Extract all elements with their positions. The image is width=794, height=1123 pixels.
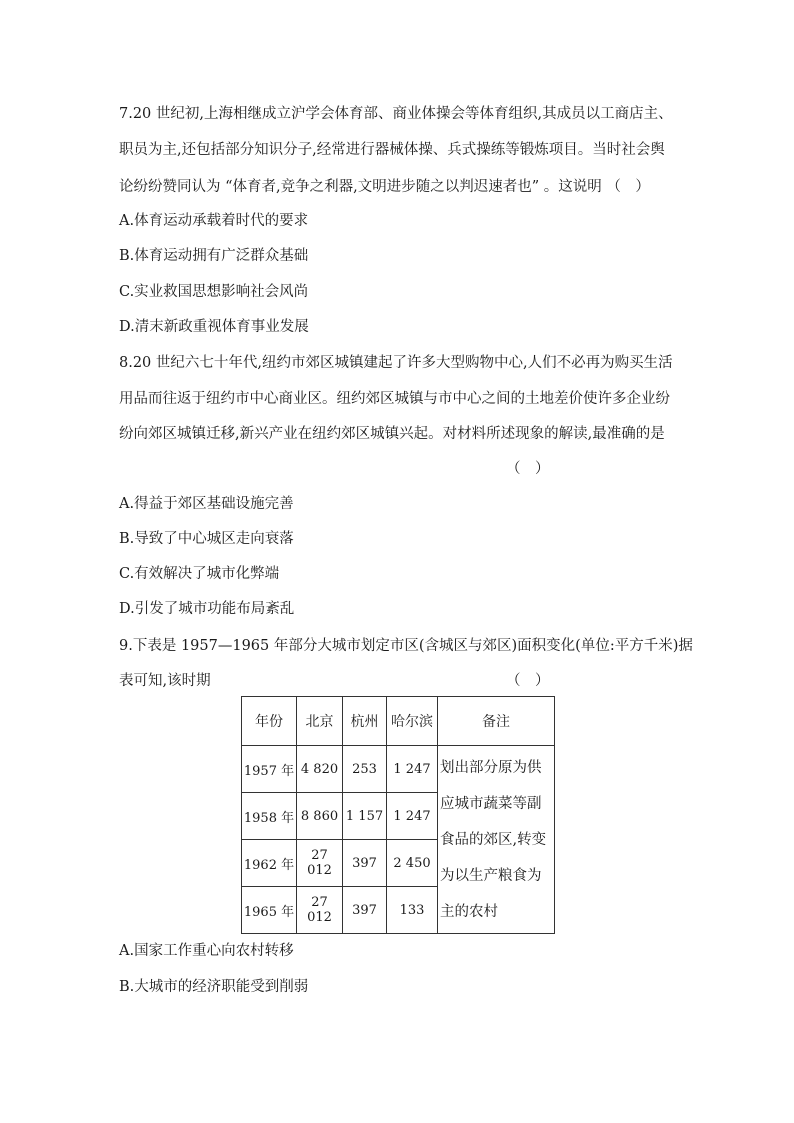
area-table <box>241 696 555 934</box>
cell-beijing: 4 820 <box>297 746 343 793</box>
cell-year: 1962 年 <box>242 840 297 887</box>
cell-hangzhou: 1 157 <box>343 793 387 840</box>
header-hangzhou: 杭州 <box>343 697 387 746</box>
q7-stem-line-3: 论纷纷赞同认为 “体育者,竞争之利器,文明进步随之以判迟速者也” 。这说明 （ ） <box>119 179 650 195</box>
q9-stem-line-2: 表可知,该时期 <box>119 673 211 689</box>
q8-option-b: B.导致了中心城区走向衰落 <box>119 531 294 547</box>
cell-harbin: 133 <box>387 887 438 934</box>
note-line: 食品的郊区,转变 <box>440 831 547 848</box>
q8-stem-line-1: 8.20 世纪六七十年代,纽约市郊区城镇建起了许多大型购物中心,人们不必再为购买生活 <box>119 355 673 371</box>
q7-stem-line-2: 职员为主,还包括部分知识分子,经常进行器械体操、兵式操练等锻炼项目。当时社会舆 <box>119 142 665 158</box>
header-year: 年份 <box>242 697 297 746</box>
cell-year: 1965 年 <box>242 887 297 934</box>
q9-option-b: B.大城市的经济职能受到削弱 <box>119 979 309 995</box>
cell-harbin: 2 450 <box>387 840 438 887</box>
note-line: 应城市蔬菜等副 <box>440 795 542 812</box>
table-header-row <box>242 697 555 746</box>
note-line: 为以生产粮食为 <box>440 867 542 884</box>
cell-year: 1957 年 <box>242 746 297 793</box>
cell-hangzhou: 397 <box>343 887 387 934</box>
note-line: 划出部分原为供 <box>440 759 542 776</box>
cell-harbin: 1 247 <box>387 793 438 840</box>
cell-year: 1958 年 <box>242 793 297 840</box>
header-harbin: 哈尔滨 <box>387 697 438 746</box>
q8-answer-parens: （ ） <box>506 461 550 477</box>
q8-stem-line-3: 纷向郊区城镇迁移,新兴产业在纽约郊区城镇兴起。对材料所述现象的解读,最准确的是 <box>119 426 665 442</box>
cell-harbin: 1 247 <box>387 746 438 793</box>
q7-option-d: D.清末新政重视体育事业发展 <box>119 319 309 335</box>
header-note: 备注 <box>438 697 555 746</box>
q8-option-d: D.引发了城市功能布局紊乱 <box>119 601 295 617</box>
q7-option-a: A.体育运动承载着时代的要求 <box>119 213 309 229</box>
table-row <box>242 746 555 793</box>
q8-stem-line-2: 用品而往返于纽约市中心商业区。纽约郊区城镇与市中心之间的土地差价使许多企业纷 <box>119 391 670 407</box>
q8-option-c: C.有效解决了城市化弊端 <box>119 566 280 582</box>
q9-option-a: A.国家工作重心向农村转移 <box>119 943 294 959</box>
cell-hangzhou: 253 <box>343 746 387 793</box>
note-line: 主的农村 <box>440 903 498 920</box>
q7-stem-line-1: 7.20 世纪初,上海相继成立沪学会体育部、商业体操会等体育组织,其成员以工商店主、 <box>119 106 673 122</box>
header-beijing: 北京 <box>297 697 343 746</box>
cell-hangzhou: 397 <box>343 840 387 887</box>
q7-option-b: B.体育运动拥有广泛群众基础 <box>119 248 309 264</box>
q9-stem-line-1: 9.下表是 1957—1965 年部分大城市划定市区(含城区与郊区)面积变化(单位:平方千米)据 <box>119 638 693 654</box>
cell-note <box>438 746 555 934</box>
cell-beijing: 27 012 <box>297 887 343 934</box>
q9-answer-parens: （ ） <box>506 673 550 689</box>
cell-beijing: 27 012 <box>297 840 343 887</box>
q7-option-c: C.实业救国思想影响社会风尚 <box>119 284 309 300</box>
q8-option-a: A.得益于郊区基础设施完善 <box>119 496 294 512</box>
cell-beijing: 8 860 <box>297 793 343 840</box>
